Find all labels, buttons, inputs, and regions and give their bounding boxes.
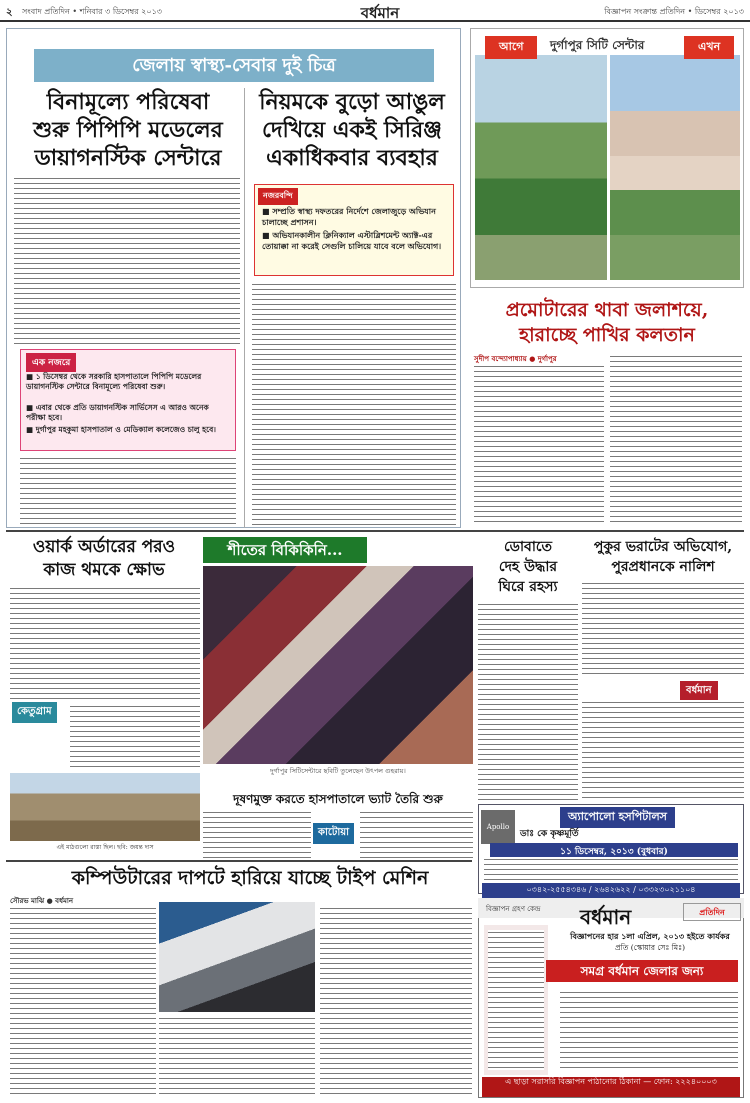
syringe-headline[interactable] bbox=[246, 88, 458, 172]
ad-department: বিজ্ঞাপন গ্রহণ কেন্দ্র bbox=[486, 905, 541, 913]
wetland-after-photo[interactable] bbox=[610, 55, 740, 280]
article-text-block bbox=[582, 581, 744, 677]
article-text-block bbox=[10, 586, 200, 700]
typewriter-photo[interactable] bbox=[159, 902, 315, 1012]
typewriter-byline: সৌরভ মাঝি ● বর্ধমান bbox=[10, 896, 74, 905]
wetland-before-photo[interactable] bbox=[475, 55, 607, 280]
body-recovery-headline[interactable] bbox=[478, 537, 578, 597]
najarbandi-point: ■ অভিযানকালীন ক্লিনিক্যাল এস্টাব্লিশমেন্ট অ্যাক্ট-এর তোয়াক্কা না করেই সেগুলি চালিয়ে যাবে বলে অভিযোগ। bbox=[262, 230, 442, 251]
article-text-block bbox=[20, 456, 236, 526]
headline-line: ডোবাতে bbox=[503, 539, 553, 555]
health-banner: জেলায় স্বাস্থ্য-সেবার দুই চিত্র bbox=[34, 49, 434, 82]
headline-line: পুরপ্রধানকে নালিশ bbox=[611, 559, 715, 575]
article-text-block bbox=[582, 700, 744, 800]
article-text-block bbox=[478, 602, 578, 800]
ad-text-block bbox=[484, 857, 738, 881]
paper-date: সংবাদ প্রতিদিন • শনিবার ৩ ডিসেম্বর ২০১৩ bbox=[22, 7, 162, 16]
apollo-name: অ্যাপোলো হসপিটালস bbox=[560, 807, 675, 828]
headline-line: কাজ থমকে ক্ষোভ bbox=[43, 560, 165, 580]
headline-line: ডায়াগনস্টিক সেন্টারে bbox=[34, 145, 222, 171]
article-text-block bbox=[10, 906, 156, 1098]
headline-line: ঘিরে রহস্য bbox=[498, 579, 558, 595]
typewriter-headline[interactable]: কম্পিউটারের দাপটে হারিয়ে যাচ্ছে টাইপ মেশিন bbox=[71, 867, 429, 889]
pratidin-logo: প্রতিদিন bbox=[683, 903, 741, 921]
promoter-byline: সুদীপ বন্দ্যোপাধ্যায় ● দুর্গাপুর bbox=[474, 354, 557, 363]
ad-rate-text bbox=[560, 990, 738, 1070]
article-text-block bbox=[610, 354, 742, 524]
headline-line: হারাচ্ছে পাখির কলতান bbox=[519, 324, 695, 346]
ad-contact-text bbox=[488, 930, 544, 1070]
article-text-block bbox=[14, 176, 240, 346]
ek-najare-tag: এক নজরে bbox=[26, 353, 76, 372]
article-text-block bbox=[320, 906, 472, 1098]
ek-najare-point: ■ ১ ডিসেম্বর থেকে সরকারি হাসপাতালে পিপিপি মডেলের ডায়াগনস্টিক সেন্টারে বিনামূল্যে পরিষেবা শুরু। bbox=[26, 372, 202, 391]
headline-line: একাধিকবার ব্যবহার bbox=[266, 145, 438, 171]
free-diagnostic-headline[interactable] bbox=[14, 88, 242, 172]
city-center-tag: দুর্গাপুর সিটি সেন্টার bbox=[550, 38, 645, 52]
page-number: ২ bbox=[6, 7, 13, 18]
before-tag: আগে bbox=[485, 36, 537, 59]
apollo-date: ১১ ডিসেম্বর, ২০১৩ (বুধবার) bbox=[490, 843, 738, 860]
ek-najare-point: ■ দুর্গাপুর মহকুমা হাসপাতাল ও মেডিক্যাল কলেজেও চালু হবে। bbox=[26, 425, 216, 434]
katwa-tag: কাটোয়া bbox=[313, 823, 354, 844]
headline-line: দেহ উদ্ধার bbox=[498, 559, 558, 575]
vat-headline[interactable]: দূষণমুক্ত করতে হাসপাতালে ভ্যাট তৈরি শুরু bbox=[233, 792, 443, 806]
road-photo[interactable] bbox=[10, 773, 200, 841]
article-text-block bbox=[360, 810, 473, 858]
ek-najare-point: ■ এবার থেকে প্রতি ডায়াগনস্টিক সার্ভিসেস এ আরও অনেক পরীক্ষা হবে। bbox=[26, 403, 209, 422]
market-photo[interactable] bbox=[203, 566, 473, 764]
article-text-block bbox=[203, 810, 311, 858]
section-divider bbox=[6, 530, 744, 532]
road-photo-caption: এই মাঠগুলো রাস্তা ছিল। ছবি: জয়ন্ত দাস bbox=[56, 844, 154, 851]
headline-line: দেখিয়ে একই সিরিঞ্জ bbox=[262, 117, 442, 143]
pond-filling-headline[interactable] bbox=[582, 537, 744, 577]
najarbandi-point: ■ সম্প্রতি স্বাস্থ্য দফতরের নির্দেশে জেলাজুড়ে অভিযান চালাচ্ছে প্রশাসন। bbox=[262, 206, 436, 227]
ad-title: বর্ধমান bbox=[580, 905, 632, 929]
headline-line: শুরু পিপিপি মডেলের bbox=[33, 117, 223, 143]
apollo-logo: Apollo bbox=[481, 810, 515, 844]
ketugram-tag: কেতুগ্রাম bbox=[12, 702, 57, 723]
article-text-block bbox=[474, 364, 604, 524]
header-info: বিজ্ঞাপন সংক্রান্ত প্রতিদিন • ডিসেম্বর ২০১৩ bbox=[604, 7, 744, 16]
section-divider bbox=[6, 860, 472, 862]
promoter-headline[interactable] bbox=[470, 298, 744, 348]
market-photo-caption: দুর্গাপুর সিটিসেন্টারে ছবিটি তুলেছেন উৎপল গুহরায়। bbox=[270, 767, 406, 775]
headline-line: প্রমোটারের থাবা জলাশয়ে, bbox=[505, 299, 709, 321]
apollo-doctor: ডাঃ কে কৃষ্ণমূর্তি bbox=[520, 829, 579, 839]
headline-line: নিয়মকে বুড়ো আঙুল bbox=[259, 89, 445, 115]
column-divider bbox=[244, 88, 245, 528]
ad-rate-heading: বিজ্ঞাপনের হার ১লা এপ্রিল, ২০১৩ হইতে কার্যকর bbox=[570, 931, 730, 941]
headline-line: ওয়ার্ক অর্ডারের পরও bbox=[32, 537, 176, 557]
ad-district-banner: সমগ্র বর্ধমান জেলার জন্য bbox=[546, 960, 738, 982]
section-title: বর্ধমান bbox=[360, 4, 400, 22]
headline-line: পুকুর ভরাটের অভিযোগ, bbox=[593, 539, 733, 555]
after-tag: এখন bbox=[684, 36, 734, 59]
article-text-block bbox=[252, 282, 456, 526]
apollo-phone: ০৩৪২-২৫৫৪৩৪৬ / ২৬৪২৬২২ / ০৩৩২৩০২১১০৪ bbox=[482, 883, 740, 898]
ad-rate-subheading: প্রতি (স্কোয়ার সেঃ মিঃ) bbox=[614, 943, 686, 952]
article-text-block bbox=[159, 1016, 315, 1098]
article-text-block bbox=[70, 704, 200, 770]
winter-sale-banner: শীতের বিকিকিনি... bbox=[203, 537, 367, 563]
headline-line: বিনামূল্যে পরিষেবা bbox=[46, 89, 210, 115]
ad-footer: এ ছাড়া সরাসরি বিজ্ঞাপন পাঠানোর ঠিকানা — ফোন: ২২২৪০০০৩ bbox=[482, 1077, 740, 1097]
najarbandi-tag: নজরবন্দি bbox=[258, 188, 298, 205]
bardhaman-tag: বর্ধমান bbox=[680, 681, 718, 702]
work-order-headline[interactable] bbox=[10, 536, 198, 582]
